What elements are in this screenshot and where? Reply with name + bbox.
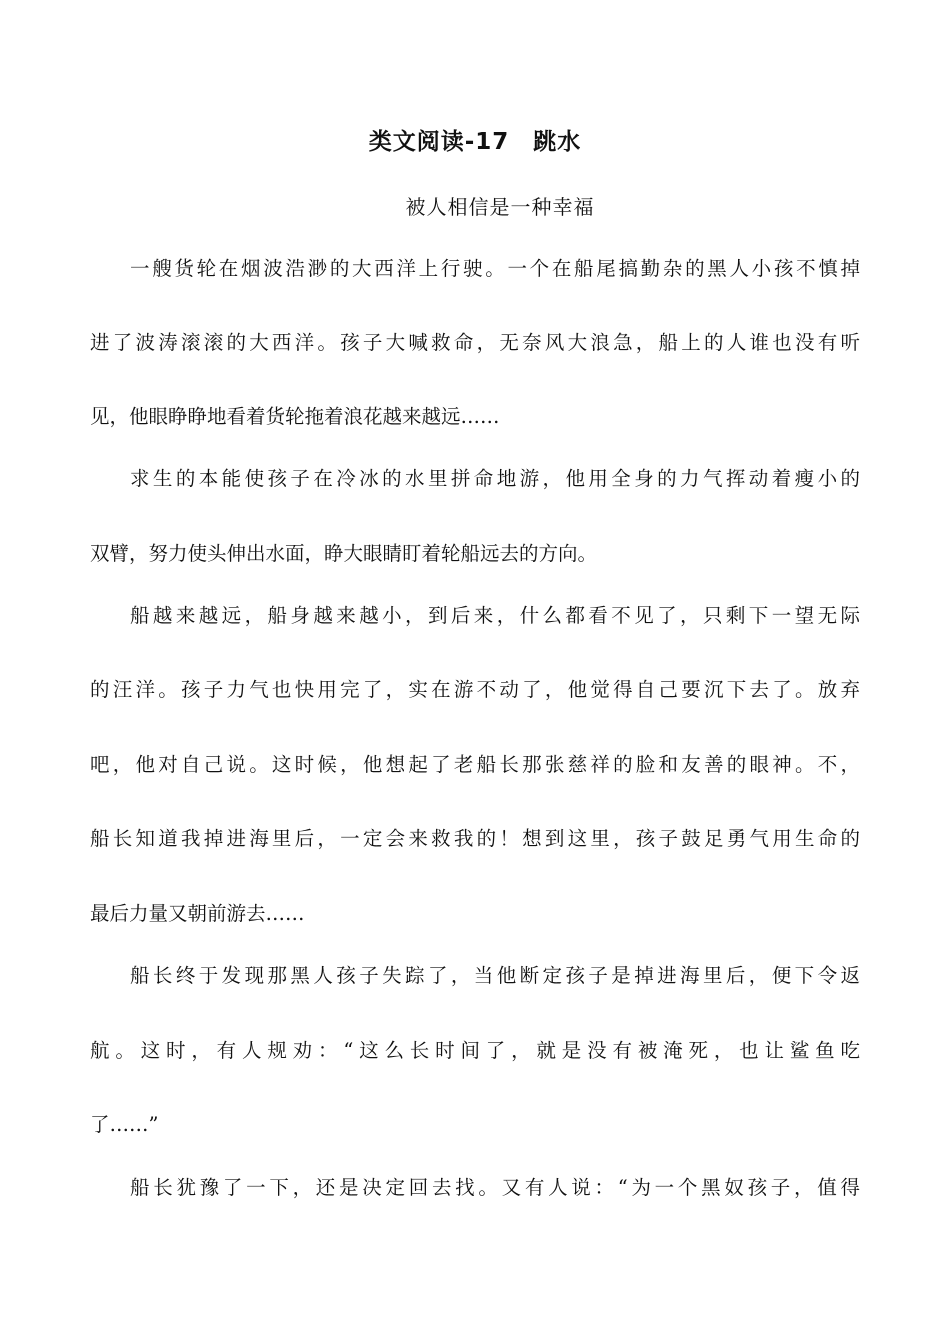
text-line: 最后力量又朝前游去…… [90,902,305,925]
text-line: 了……” [90,1113,159,1136]
text-line: 双臂，努力使头伸出水面，睁大眼睛盯着轮船远去的方向。 [90,542,598,565]
text-line: 的汪洋。孩子力气也快用完了，实在游不动了，他觉得自己要沉下去了。放弃 [90,678,860,701]
text-line: 船长犹豫了一下，还是决定回去找。又有人说：“为一个黑奴孩子，值得 [130,1176,860,1199]
text-line: 一艘货轮在烟波浩渺的大西洋上行驶。一个在船尾搞勤杂的黑人小孩不慎掉 [130,257,860,280]
text-line: 航。这时，有人规劝：“这么长时间了，就是没有被淹死，也让鲨鱼吃 [90,1039,860,1062]
text-line: 见，他眼睁睁地看着货轮拖着浪花越来越远…… [90,405,500,428]
page-subtitle: 被人相信是一种幸福 [405,195,595,219]
text-line: 进了波涛滚滚的大西洋。孩子大喊救命，无奈风大浪急，船上的人谁也没有听 [90,331,860,354]
text-line: 求生的本能使孩子在冷冰的水里拼命地游，他用全身的力气挥动着瘦小的 [130,467,860,490]
text-line: 船长终于发现那黑人孩子失踪了，当他断定孩子是掉进海里后，便下令返 [130,964,860,987]
text-line: 船越来越远，船身越来越小，到后来，什么都看不见了，只剩下一望无际 [130,604,860,627]
text-line: 吧，他对自己说。这时候，他想起了老船长那张慈祥的脸和友善的眼神。不， [90,753,860,776]
page-title: 类文阅读-17 跳水 [368,129,582,155]
text-line: 船长知道我掉进海里后，一定会来救我的！想到这里，孩子鼓足勇气用生命的 [90,827,860,850]
